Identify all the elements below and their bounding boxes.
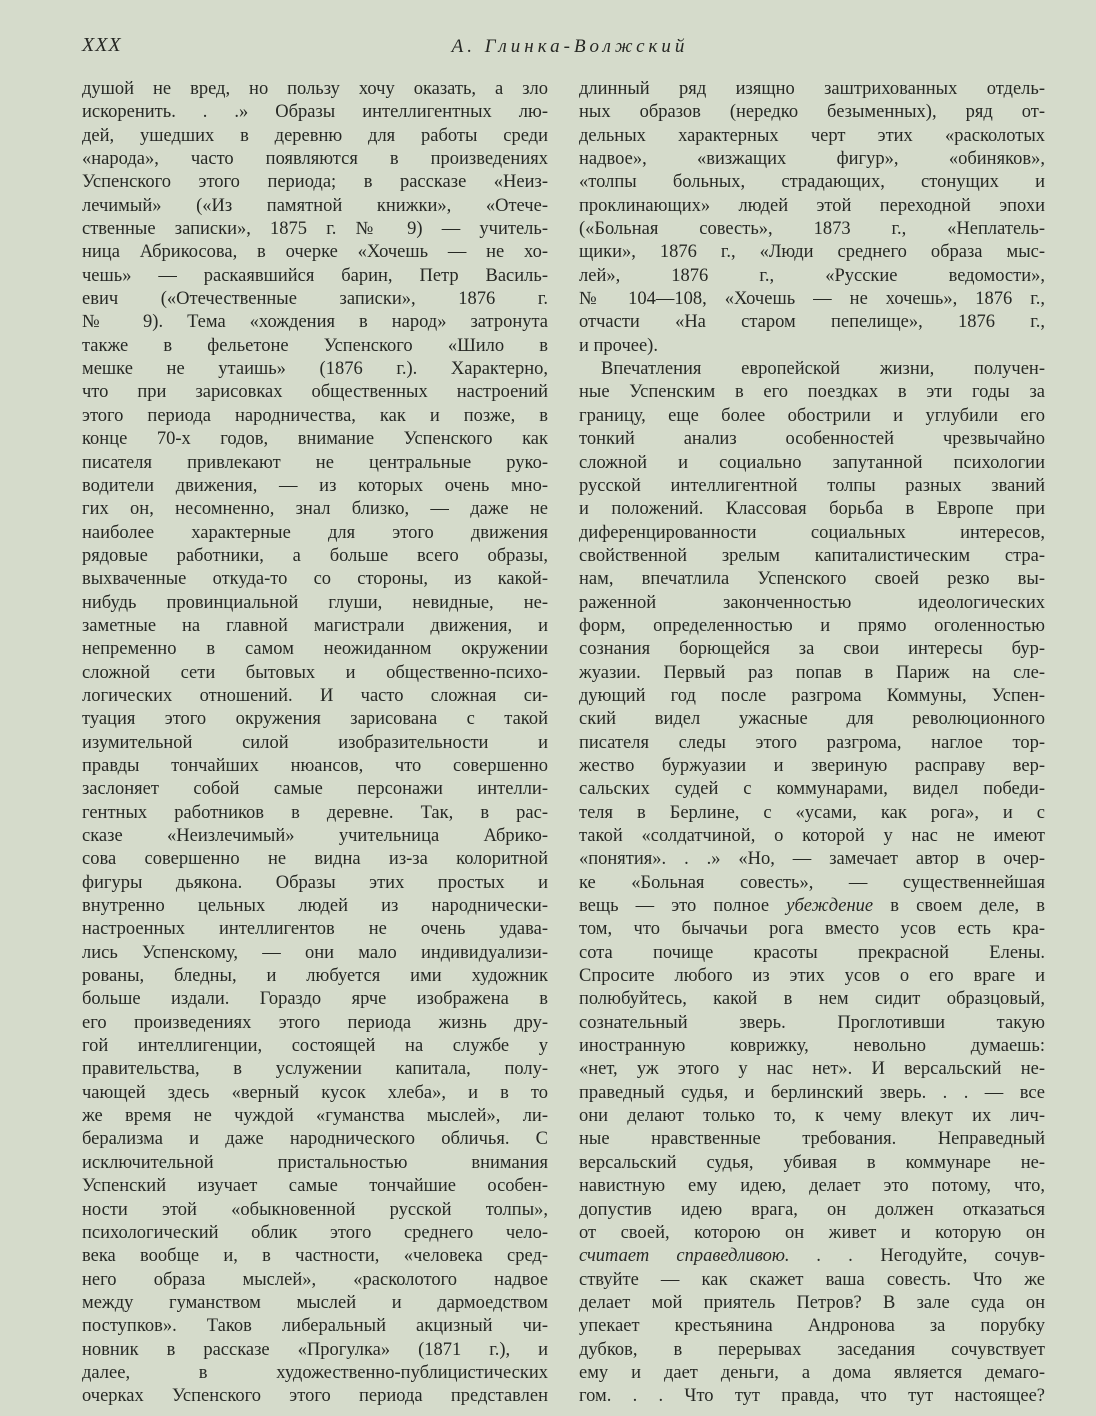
text-line: чешь» — раскаявшийся барин, Петр Василь-: [82, 265, 548, 286]
text-line: этого периода народничества, как и позже, в: [82, 405, 548, 426]
page-number: XXX: [82, 34, 122, 56]
text-line: «нет, уж этого у нас нет». И версальский не-: [579, 1059, 1045, 1080]
text-line: гих он, несомненно, знал близко, — даже не: [82, 499, 548, 520]
text-line: тонкий анализ особенностей чрезвычайно: [579, 429, 1045, 450]
text-line: ему и дает деньги, а дома является демаго-: [579, 1362, 1045, 1383]
text-line: ные Успенским в его поездках в эти годы за: [579, 382, 1045, 403]
text-line: выхваченные откуда-то со стороны, из какой-: [82, 569, 548, 590]
text-line: рованы, бледны, и любуется ими художник: [82, 966, 548, 987]
text-line: свойственной зрелым капиталистическим стра-: [579, 545, 1045, 566]
text-line: изумительной силой изобразительности и: [82, 732, 548, 753]
text-line: правительства, в услужении капитала, полу-: [82, 1059, 548, 1080]
text-line: ные нравственные требования. Неправедный: [579, 1129, 1045, 1150]
text-line: дей, ушедших в деревню для работы среди: [82, 125, 548, 146]
text-line: ственные записки», 1875 г. № 9) — учитель-: [82, 219, 548, 240]
text-line: заслоняет собой самые персонажи интелли-: [82, 779, 548, 800]
text-line: ствуйте — как скажет ваша совесть. Что же: [579, 1269, 1045, 1290]
text-line: туация этого окружения зарисована с такой: [82, 709, 548, 730]
text-line: дующий год после разгрома Коммуны, Успен-: [579, 685, 1045, 706]
text-line: дубков, в перерывах заседания сочувствует: [579, 1339, 1045, 1360]
text-line: искоренить. . .» Образы интеллигентных лю-: [82, 102, 548, 123]
text-line: они делают только то, к чему влекут их лич-: [579, 1106, 1045, 1127]
text-line: лей», 1876 г., «Русские ведомости»,: [579, 265, 1045, 286]
text-line: отчасти «На старом пепелище», 1876 г.,: [579, 312, 1045, 333]
text-line: далее, в художественно-публицистических: [82, 1362, 548, 1383]
text-line: между гуманством мыслей и дармоедством: [82, 1292, 548, 1313]
text-line: очерках Успенского этого периода представлен: [82, 1386, 548, 1407]
text-line: «толпы больных, страдающих, стонущих и: [579, 172, 1045, 193]
text-line: сова совершенно не видна из-за колоритной: [82, 849, 548, 870]
text-line: том, что бычачьи рога вместо усов есть кра-: [579, 919, 1045, 940]
text-line: евич («Отечественные записки», 1876 г.: [82, 289, 548, 310]
text-column-right: [579, 78, 1045, 1409]
text-line: писателя следы этого разгрома, наглое тор-: [579, 732, 1045, 753]
text-segment: в своем деле, в: [873, 896, 1045, 917]
text-line: правды тончайших нюансов, что совершенно: [82, 755, 548, 776]
text-line: мешке не утаишь» (1876 г.). Характерно,: [82, 359, 548, 380]
text-line: фигуры дьякона. Образы этих простых и: [82, 872, 548, 893]
text-line: сложной сети бытовых и общественно-психо-: [82, 662, 548, 683]
text-line: гентных работников в деревне. Так, в рас-: [82, 802, 548, 823]
text-line: него образа мыслей», «расколотого надвое: [82, 1269, 548, 1290]
text-line: больше издали. Гораздо ярче изображена в: [82, 989, 548, 1010]
text-line: сказе «Неизлечимый» учительница Абрико-: [82, 826, 548, 846]
text-line: диференцированности социальных интересов,: [579, 522, 1045, 543]
text-line: длинный ряд изящно заштрихованных отдель-: [579, 79, 1045, 99]
text-line: что при зарисовках общественных настроений: [82, 382, 548, 403]
text-line: теля в Берлине, с «усами, как рога», и с: [579, 802, 1045, 823]
text-line: навистную ему идею, делает это потому, что,: [579, 1176, 1045, 1197]
text-line: упекает крестьянина Андронова за порубку: [579, 1316, 1045, 1337]
text-line: нам, впечатлила Успенского своей резко вы-: [579, 569, 1045, 590]
text-line: допустив идею врага, он должен отказаться: [579, 1199, 1045, 1220]
text-line: Успенский изучает самые тончайшие особен-: [82, 1176, 548, 1197]
text-line: лечимый» («Из памятной книжки», «Отече-: [82, 195, 548, 216]
text-line: надвое», «визжащих фигур», «обиняков»,: [579, 149, 1045, 170]
text-line: русской интеллигентной толпы разных званий: [579, 475, 1045, 496]
text-line: сознания борющейся за свои интересы бур-: [579, 639, 1045, 660]
text-line: и прочее).: [579, 335, 658, 356]
text-line: Спросите любого из этих усов о его враге и: [579, 966, 1045, 987]
text-line: от своей, которою он живет и которую он: [579, 1222, 1045, 1243]
text-segment: Негодуйте, сочув-: [853, 1246, 1045, 1267]
text-line: сальских судей с коммунарами, видел победи-: [579, 779, 1045, 800]
text-column-left: [82, 78, 548, 1409]
text-line: жуазии. Первый раз попав в Париж на сле-: [579, 662, 1045, 683]
text-line: логических отношений. И часто сложная си-: [82, 685, 548, 706]
text-line: ности этой «обыкновенной русской толпы»,: [82, 1199, 548, 1220]
text-line: наиболее характерные для этого движения: [82, 522, 548, 543]
text-line: («Больная совесть», 1873 г., «Неплатель-: [579, 219, 1045, 240]
text-line: сложной и социально запутанной психологии: [579, 452, 1045, 473]
text-line: душой не вред, но пользу хочу оказать, а зло: [82, 79, 548, 99]
text-line: лись Успенскому, — они мало индивидуализи-: [82, 942, 548, 963]
text-line: заметные на главной магистрали движения, и: [82, 615, 548, 636]
text-line: рядовые работники, а больше всего образы,: [82, 545, 548, 566]
text-line: водители движения, — из которых очень мно-: [82, 475, 548, 496]
text-line: проклинающих» людей этой переходной эпохи: [579, 195, 1045, 216]
text-line: сота почище красоты прекрасной Елены.: [579, 942, 1045, 963]
text-line: гой интеллигенции, состоящей на службе у: [82, 1036, 548, 1057]
running-title: А. Глинка-Волжский: [451, 36, 689, 57]
text-line: раженной законченностью идеологических: [579, 592, 1045, 613]
text-line: полюбуйтесь, какой в нем сидит образцовый,: [579, 989, 1045, 1010]
text-line: границу, еще более обострили и углубили его: [579, 405, 1045, 426]
text-line: же время не чуждой «гуманства мыслей», ли-: [82, 1106, 548, 1127]
text-line: ке «Больная совесть», — существеннейшая: [579, 872, 1045, 893]
text-line: № 9). Тема «хождения в народ» затронута: [82, 312, 548, 333]
text-line: № 104—108, «Хочешь — не хочешь», 1876 г.,: [579, 289, 1045, 310]
text-line: психологический облик этого среднего чело-: [82, 1222, 548, 1243]
italic-text: убеждение: [786, 896, 874, 917]
text-line: внутренно цельных людей из народнически-: [82, 896, 548, 917]
text-line: его произведениях этого периода жизнь дру-: [82, 1012, 548, 1033]
text-line: Впечатления европейской жизни, получен-: [601, 359, 1045, 380]
text-line: ница Абрикосова, в очерке «Хочешь — не хо-: [82, 242, 548, 263]
text-line: писателя привлекают не центральные руко-: [82, 452, 548, 473]
text-line: жество буржуазии и звериную расправу вер-: [579, 755, 1045, 776]
text-line: такой «солдатчиной, о которой у нас не имеют: [579, 826, 1045, 846]
text-line: Успенского этого периода; в рассказе «Неиз-: [82, 172, 548, 193]
text-line: «народа», часто появляются в произведениях: [82, 149, 548, 170]
text-line: сознательный зверь. Проглотивши такую: [579, 1012, 1045, 1033]
text-line: [579, 1245, 1045, 1268]
text-line: «понятия». . .» «Но, — замечает автор в очер-: [579, 849, 1045, 870]
text-line: щики», 1876 г., «Люди среднего образа мыс-: [579, 242, 1045, 263]
text-line: непременно в самом неожиданном окружении: [82, 639, 548, 660]
text-line: новник в рассказе «Прогулка» (1871 г.), и: [82, 1339, 548, 1360]
italic-text: считает справедливою. . .: [579, 1246, 854, 1267]
text-line: берализма и даже народнического обличья. С: [82, 1129, 548, 1150]
text-line: иностранную коврижку, невольно думаешь:: [579, 1036, 1045, 1057]
text-line: гом. . . Что тут правда, что тут настоящее?: [579, 1386, 1045, 1407]
text-line: ский видел ужасные для революционного: [579, 709, 1045, 730]
text-line: делает мой приятель Петров? В зале суда он: [579, 1292, 1045, 1313]
text-segment: вещь — это полное: [579, 896, 787, 917]
text-line: настроенных интеллигентов не очень удава-: [82, 919, 548, 940]
text-line: поступков». Таков либеральный акцизный чи-: [82, 1316, 548, 1337]
text-line: ных образов (нередко безыменных), ряд от-: [579, 102, 1045, 123]
text-line: версальский судья, убивая в коммунаре не-: [579, 1152, 1045, 1173]
text-line: и положений. Классовая борьба в Европе при: [579, 499, 1045, 520]
text-line: также в фельетоне Успенского «Шило в: [82, 335, 548, 356]
text-line: конце 70-х годов, внимание Успенского как: [82, 429, 548, 450]
text-line: форм, определенностью и прямо оголенностью: [579, 615, 1045, 636]
text-line: праведный судья, и берлинский зверь. . . — все: [579, 1082, 1045, 1103]
text-line: исключительной пристальностью внимания: [82, 1152, 548, 1173]
text-line: века вообще и, в частности, «человека сред-: [82, 1246, 548, 1267]
text-line: чающей здесь «верный кусок хлеба», и в то: [82, 1082, 548, 1103]
text-line: [579, 895, 1045, 918]
text-line: дельных характерных черт этих «расколотых: [579, 125, 1045, 146]
text-line: нибудь провинциальной глуши, невидные, не-: [82, 592, 548, 613]
